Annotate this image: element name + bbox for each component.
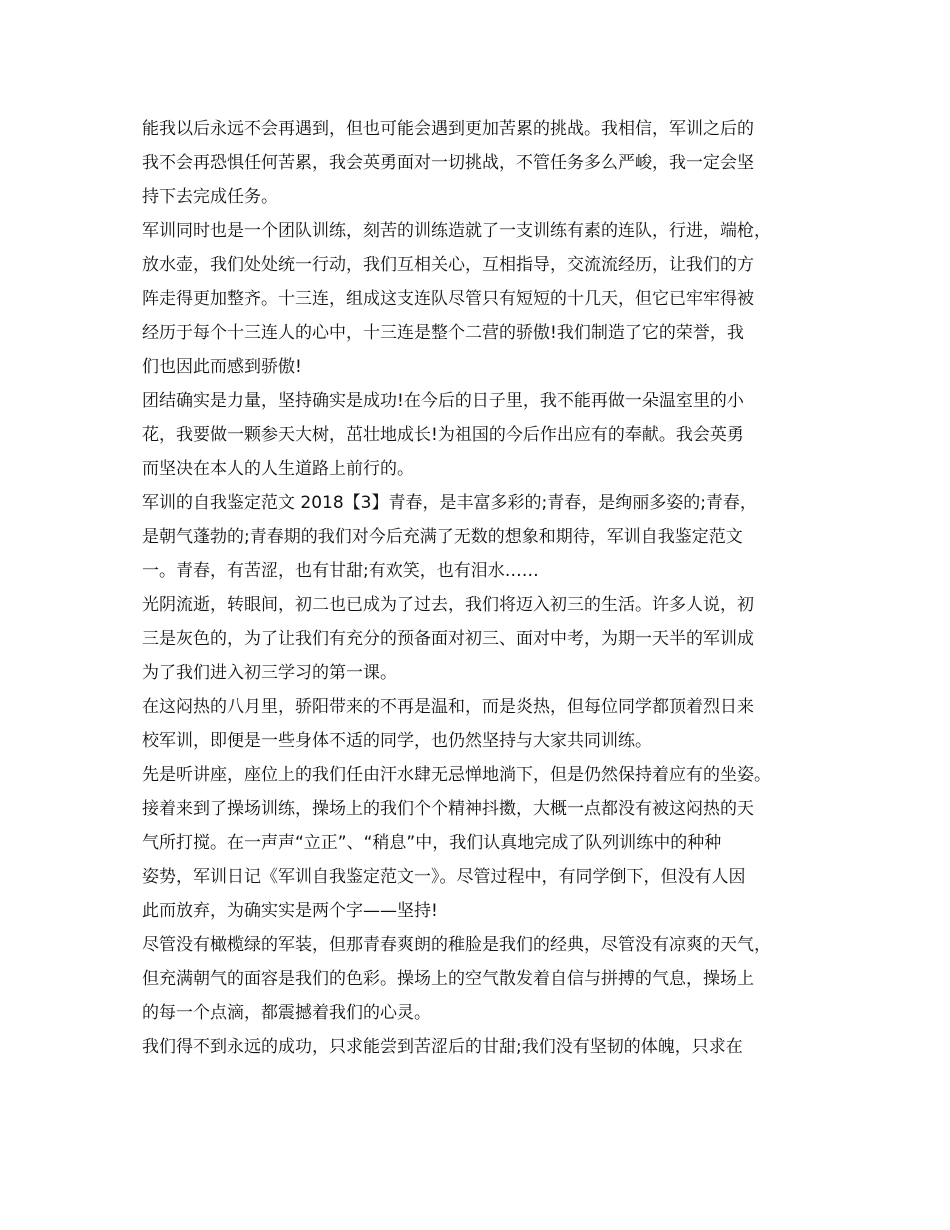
text-line: 的每一个点滴，都震撼着我们的心灵。 xyxy=(142,1003,431,1023)
text-line: 接着来到了操场训练，操场上的我们个个精神抖擞，大概一点都没有被这闷热的天 xyxy=(142,799,754,819)
text-line: 我不会再恐惧任何苦累，我会英勇面对一切挑战，不管任务多么严峻，我一定会坚 xyxy=(142,153,754,173)
text-line: 们也因此而感到骄傲! xyxy=(142,357,302,377)
text-line: 校军训，即便是一些身体不适的同学，也仍然坚持与大家共同训练。 xyxy=(142,731,652,751)
text-line: 是朝气蓬勃的;青春期的我们对今后充满了无数的想象和期待，军训自我鉴定范文 xyxy=(142,527,743,547)
document-body xyxy=(142,112,832,1064)
text-line: 在这闷热的八月里，骄阳带来的不再是温和，而是炎热，但每位同学都顶着烈日来 xyxy=(142,697,754,717)
text-line: 而坚决在本人的人生道路上前行的。 xyxy=(142,459,414,479)
text-line: 阵走得更加整齐。十三连，组成这支连队尽管只有短短的十几天，但它已牢牢得被 xyxy=(142,289,754,309)
text-line: 能我以后永远不会再遇到，但也可能会遇到更加苦累的挑战。我相信，军训之后的 xyxy=(142,119,754,139)
text-line: 军训的自我鉴定范文 2018【3】青春，是丰富多彩的;青春，是绚丽多姿的;青春， xyxy=(142,493,757,513)
text-line: 光阴流逝，转眼间，初二也已成为了过去，我们将迈入初三的生活。许多人说，初 xyxy=(142,595,754,615)
text-line: 放水壶，我们处处统一行动，我们互相关心，互相指导，交流流经历，让我们的方 xyxy=(142,255,754,275)
text-line: 先是听讲座，座位上的我们任由汗水肆无忌惮地淌下，但是仍然保持着应有的坐姿。 xyxy=(142,765,771,785)
text-line: 为了我们进入初三学习的第一课。 xyxy=(142,663,397,683)
text-line: 但充满朝气的面容是我们的色彩。操场上的空气散发着自信与拼搏的气息，操场上 xyxy=(142,969,754,989)
text-line: 持下去完成任务。 xyxy=(142,187,278,207)
text-line: 团结确实是力量，坚持确实是成功!在今后的日子里，我不能再做一朵温室里的小 xyxy=(142,391,744,411)
text-line: 经历于每个十三连人的心中，十三连是整个二营的骄傲!我们制造了它的荣誉，我 xyxy=(142,323,744,343)
text-line: 军训同时也是一个团队训练，刻苦的训练造就了一支训练有素的连队，行进，端枪， xyxy=(142,221,771,241)
text-line: 三是灰色的，为了让我们有充分的预备面对初三、面对中考，为期一天半的军训成 xyxy=(142,629,754,649)
text-line: 花，我要做一颗参天大树，茁壮地成长!为祖国的今后作出应有的奉献。我会英勇 xyxy=(142,425,744,445)
text-line: 尽管没有橄榄绿的军装，但那青春爽朗的稚脸是我们的经典，尽管没有凉爽的天气， xyxy=(142,935,771,955)
text-line: 此而放弃，为确实实是两个字——坚持! xyxy=(142,901,438,921)
text-line: 姿势，军训日记《军训自我鉴定范文一》。尽管过程中，有同学倒下，但没有人因 xyxy=(142,867,746,887)
text-line: 一。青春，有苦涩，也有甘甜;有欢笑，也有泪水…… xyxy=(142,561,539,581)
text-line: 我们得不到永远的成功，只求能尝到苦涩后的甘甜;我们没有坚韧的体魄，只求在 xyxy=(142,1037,743,1057)
text-line: 气所打搅。在一声声“立正”、“稍息”中，我们认真地完成了队列训练中的种种 xyxy=(142,833,722,853)
